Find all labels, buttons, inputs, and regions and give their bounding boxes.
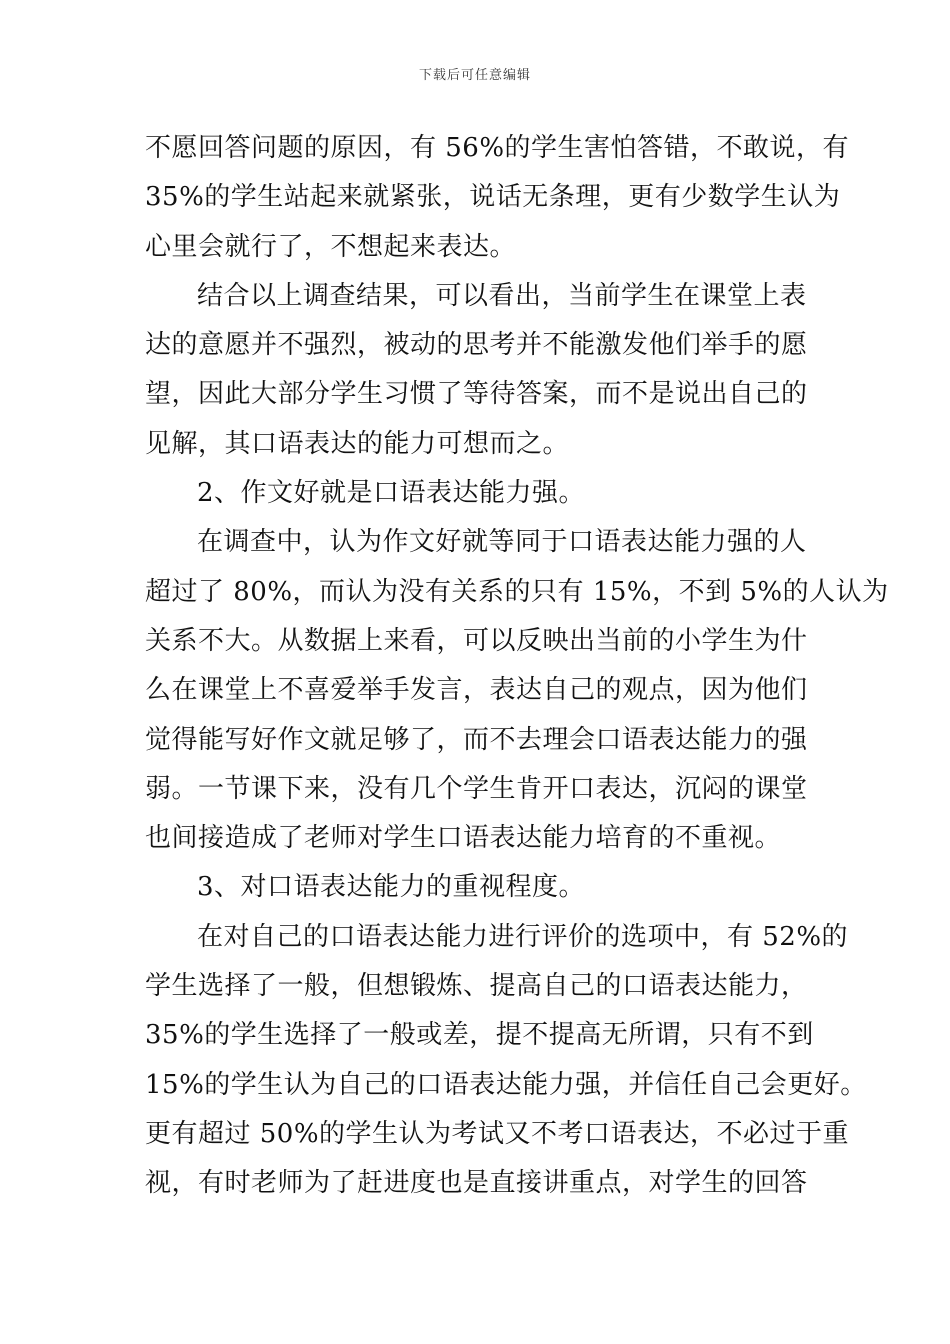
text-line: 望，因此大部分学生习惯了等待答案，而不是说出自己的 xyxy=(145,379,808,410)
document-body xyxy=(145,124,889,1209)
text-line: 弱。一节课下来，没有几个学生肯开口表达，沉闷的课堂 xyxy=(145,773,808,804)
text-line: 关系不大。从数据上来看，可以反映出当前的小学生为什 xyxy=(145,625,808,656)
text-line: 达的意愿并不强烈，被动的思考并不能激发他们举手的愿 xyxy=(145,330,808,361)
text-line: 更有超过 50%的学生认为考试又不考口语表达，不必过于重 xyxy=(145,1118,850,1149)
text-line: 么在课堂上不喜爱举手发言，表达自己的观点，因为他们 xyxy=(145,675,808,706)
text-line: 不愿回答问题的原因，有 56%的学生害怕答错，不敢说，有 xyxy=(145,133,850,163)
text-line: 见解，其口语表达的能力可想而之。 xyxy=(145,428,570,459)
paragraph-start-line: 在调查中，认为作文好就等同于口语表达能力强的人 xyxy=(197,527,807,558)
text-line: 觉得能写好作文就足够了，而不去理会口语表达能力的强 xyxy=(145,724,808,755)
text-line: 35%的学生站起来就紧张，说话无条理，更有少数学生认为 xyxy=(145,182,841,213)
text-line: 心里会就行了，不想起来表达。 xyxy=(145,231,517,262)
text-line: 15%的学生认为自己的口语表达能力强，并信任自己会更好。 xyxy=(145,1069,867,1100)
section-heading-3: 3、对口语表达能力的重视程度。 xyxy=(197,872,586,903)
text-line: 超过了 80%，而认为没有关系的只有 15%，不到 5%的人认为 xyxy=(145,576,889,607)
text-line: 也间接造成了老师对学生口语表达能力培育的不重视。 xyxy=(145,823,782,854)
paragraph-start-line: 在对自己的口语表达能力进行评价的选项中，有 52%的 xyxy=(197,921,849,952)
section-heading-2: 2、作文好就是口语表达能力强。 xyxy=(197,478,586,509)
page-header-note: 下载后可任意编辑 xyxy=(418,68,531,83)
text-line: 视，有时老师为了赶进度也是直接讲重点，对学生的回答 xyxy=(145,1168,808,1199)
text-line: 学生选择了一般，但想锻炼、提高自己的口语表达能力， xyxy=(145,971,808,1002)
text-line: 35%的学生选择了一般或差，提不提高无所谓，只有不到 xyxy=(145,1020,814,1051)
paragraph-start-line: 结合以上调查结果，可以看出，当前学生在课堂上表 xyxy=(197,280,807,311)
